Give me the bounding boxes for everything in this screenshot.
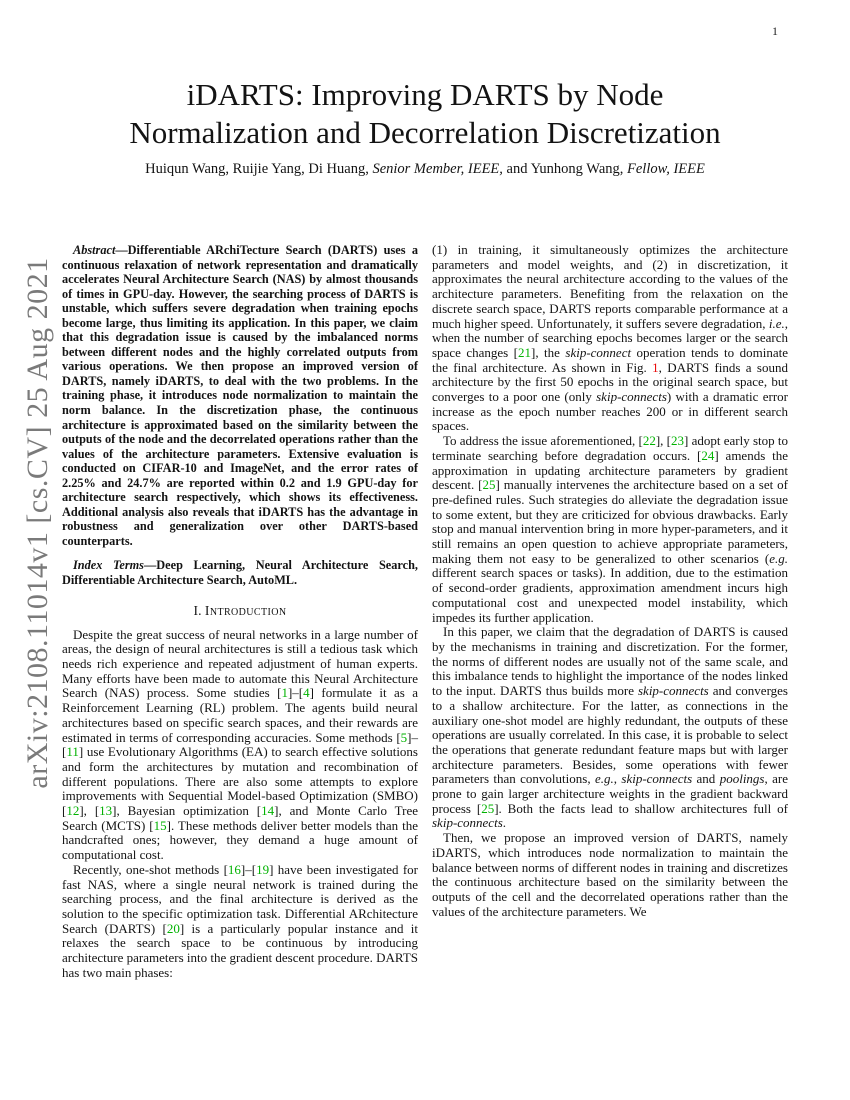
text-run: ]–[	[240, 861, 257, 877]
text-run: ,	[613, 771, 622, 787]
section-heading-introduction	[62, 603, 418, 619]
citation-link[interactable]: 15	[153, 817, 167, 833]
text-run: ], the	[531, 344, 566, 360]
text-run: Despite the great success of neural networks in a large number of areas, the design of neural architectures is still a tedious task which needs rich experience and repeated adjustment of human experts. Many efforts have been made to automate this Neural Architecture Search (NAS) process. Some studies [	[62, 626, 418, 701]
text-run: To address the issue aforementioned, [	[443, 433, 643, 449]
text-run: ] amends the approximation in updating architecture parameters by gradient descent. [	[432, 447, 789, 493]
text-run: ]. These methods deliver better models than the handcrafted ones; however, they demand a huge amount of computational cost.	[62, 817, 418, 863]
citation-link[interactable]: 14	[261, 803, 275, 819]
italic-text-run: poolings	[719, 771, 765, 787]
citation-link[interactable]: 5	[400, 729, 408, 745]
text-run: and Yunhong Wang,	[502, 161, 628, 177]
text-run: , when the number of searching epochs becomes larger or the search space changes [	[432, 315, 788, 360]
italic-text-run: skip-connect	[565, 344, 632, 360]
text-run: ], and Monte Carlo Tree Search (MCTS) [	[62, 803, 418, 833]
intro-paragraph-4	[432, 434, 788, 625]
text-run: .	[502, 815, 507, 831]
text-run: , DARTS finds a sound architecture by the first 50 epochs in the original search space, but converges to a poor one (only	[432, 359, 788, 405]
citation-link[interactable]: 13	[99, 803, 113, 819]
figure-ref-link[interactable]: 1	[652, 359, 659, 375]
italic-text-run: Fellow, IEEE	[627, 161, 705, 177]
text-run: Recently, one-shot methods [	[73, 861, 228, 877]
text-run: —Deep Learning, Neural Architecture Search, Differentiable Architecture Search, AutoML.	[62, 558, 419, 588]
text-run: ], [	[655, 433, 671, 449]
text-run: different search spaces or tasks). In addition, due to the estimation of second-order gradients, approximation amendment incurs high computational cost and unexpected model instability, which impedes its further application.	[432, 565, 788, 625]
citation-link[interactable]: 23	[671, 433, 684, 449]
right-column	[432, 243, 788, 980]
intro-paragraph-3	[432, 243, 788, 434]
citation-link[interactable]: 24	[701, 447, 715, 463]
abstract-paragraph	[62, 243, 418, 548]
paper-title-line-1: iDARTS: Improving DARTS by Node	[186, 77, 664, 112]
italic-text-run: Index Terms	[73, 558, 144, 573]
text-run: ]–[	[62, 729, 418, 760]
text-run: ] manually intervenes the architecture based on a set of pre-defined rules. Such strategies do alleviate the degradation issue to some extent, but they are criticized for obvious drawbacks. Early stop and manual intervention bring in more hyper-parameters, and it still remains an open question to achieve appropriate parameters, making them not easy to be generalized to other scenarios (	[432, 477, 789, 566]
text-run: operation tends to dominate the final architecture. As shown in Fig.	[432, 344, 788, 375]
text-run: ] formulate it as a Reinforcement Learning (RL) problem. The agents build neural architectures based on specific search spaces, and their rewards are estimated in terms of corresponding accuracies. Some methods [	[62, 685, 419, 745]
text-run: ], Bayesian optimization [	[112, 803, 262, 819]
italic-text-run: Abstract	[73, 243, 116, 257]
text-run: ]–[	[287, 685, 304, 701]
citation-link[interactable]: 25	[482, 477, 496, 493]
citation-link[interactable]: 12	[66, 803, 80, 819]
text-run: ) with a dramatic error increase as the epoch number reaches 200 or in different search spaces.	[432, 389, 788, 434]
text-run: , are prone to gain larger architecture weights in the gradient backward process [	[432, 771, 789, 816]
text-run: Then, we propose an improved version of DARTS, namely iDARTS, which introduces node normalization to maintain the balance between norms of different nodes in training and discretizes the continuous architecture based on the similarity between the outputs of the cell and the decorrelated operations rather than the values of the architecture parameters. We	[432, 830, 788, 919]
paper-title-line-2: Normalization and Decorrelation Discretization	[129, 115, 721, 150]
citation-link[interactable]: 22	[642, 433, 656, 449]
citation-link[interactable]: 11	[66, 744, 79, 760]
italic-text-run: Senior Member, IEEE,	[372, 161, 503, 177]
intro-paragraph-6	[432, 831, 788, 919]
text-run: (1) in training, it simultaneously optimizes the architecture parameters and model weights, and (2) in discretization, it approximates the neural architecture according to the values of the architecture parameters. Benefiting from the relaxation on the discrete search space, DARTS reports comparable performance at a much higher speed. Unfortunately, it suffers severe degradation,	[432, 242, 788, 331]
citation-link[interactable]: 16	[227, 861, 241, 877]
italic-text-run: i.e.	[768, 315, 785, 331]
text-run: ] is a particularly popular instance and it relaxes the search space to be continuous by introducing architecture parameters into the gradient descent procedure. DARTS has two main phases:	[62, 920, 418, 980]
two-column-body	[62, 243, 788, 980]
citation-link[interactable]: 19	[256, 861, 270, 877]
author-line	[0, 161, 850, 178]
italic-text-run: skip-connects	[621, 771, 693, 787]
page-number: 1	[772, 24, 778, 38]
citation-link[interactable]: 1	[281, 685, 288, 701]
section-title: Introduction	[204, 602, 287, 618]
italic-text-run: e.g.	[769, 550, 788, 566]
index-terms-paragraph	[62, 558, 418, 587]
left-column	[62, 243, 418, 980]
intro-paragraph-1	[62, 628, 418, 863]
citation-link[interactable]: 25	[481, 800, 495, 816]
citation-link[interactable]: 21	[518, 344, 531, 360]
citation-link[interactable]: 20	[166, 920, 180, 936]
italic-text-run: skip-connects	[596, 389, 667, 405]
section-numeral: I.	[193, 602, 202, 618]
arxiv-watermark: arXiv:2108.11014v1 [cs.CV] 25 Aug 2021	[21, 257, 54, 789]
text-run: and converges to a shallow architecture. For the latter, as connections in the auxiliary one-shot model are highly redundant, the outputs of these operations are usually correlated. In this case, it is probable to select the operations that generate redundant feature maps but with larger architecture parameters. Besides, some operations with fewer parameters than convolutions,	[432, 683, 788, 787]
paper-title	[0, 76, 850, 152]
text-run: and	[692, 771, 720, 787]
text-run: ] use Evolutionary Algorithms (EA) to search effective solutions and form the architectures by mutation and recombination of different populations. There are also some attempts to explore improvements with Sequential Model-based Optimization (SMBO) [	[62, 744, 418, 819]
text-run: In this paper, we claim that the degradation of DARTS is caused by the mechanisms in training and discretization. For the former, the norms of different nodes are usually not of the same scale, and this imbalance tends to highlight the importance of the nodes linked to the input. DARTS thus builds more	[432, 624, 788, 699]
text-run: ], [	[79, 803, 100, 819]
text-run: ] have been investigated for fast NAS, where a single neural network is trained during the searching process, and the final architecture is derived as the solution to the specific optimization task. Differential ARchitecture Search (DARTS) [	[62, 861, 419, 936]
italic-text-run: skip-connects	[432, 815, 503, 831]
text-run: Huiqun Wang, Ruijie Yang, Di Huang,	[145, 161, 373, 177]
italic-text-run: e.g.	[594, 771, 614, 787]
italic-text-run: skip-connects	[637, 683, 709, 699]
intro-paragraph-5	[432, 625, 788, 831]
intro-paragraph-2	[62, 863, 418, 981]
text-run: —Differentiable ARchiTecture Search (DARTS) uses a continuous relaxation of network representation and dramatically accelerates Neural Architecture Search (NAS) by almost thousands of times in GPU-day. However, the searching process of DARTS is unstable, which suffers severe degradation when training epochs become large, thus limiting its application. In this paper, we claim that this degradation issue is caused by the imbalanced norms between different nodes and the highly correlated outputs from various operations. We then propose an improved version of DARTS, namely iDARTS, to deal with the two problems. In the training phase, it introduces node normalization to maintain the norm balance. In the discretization phase, the continuous architecture is approximated based on the similarity between the outputs of the node and the decorrelated operations rather than the values of the architecture parameters. Extensive evaluation is conducted on CIFAR-10 and ImageNet, and the error rates of 2.25% and 24.7% are reported within 0.2 and 1.9 GPU-day for architecture search respectively, which shows its effectiveness. Additional analysis also reveals that iDARTS has the advantage in robustness and generalization over other DARTS-based counterparts.	[62, 243, 418, 548]
text-run: ]. Both the facts lead to shallow architectures full of	[494, 800, 788, 816]
citation-link[interactable]: 4	[303, 685, 310, 701]
text-run: ] adopt early stop to terminate searching before degradation occurs. [	[432, 433, 788, 463]
